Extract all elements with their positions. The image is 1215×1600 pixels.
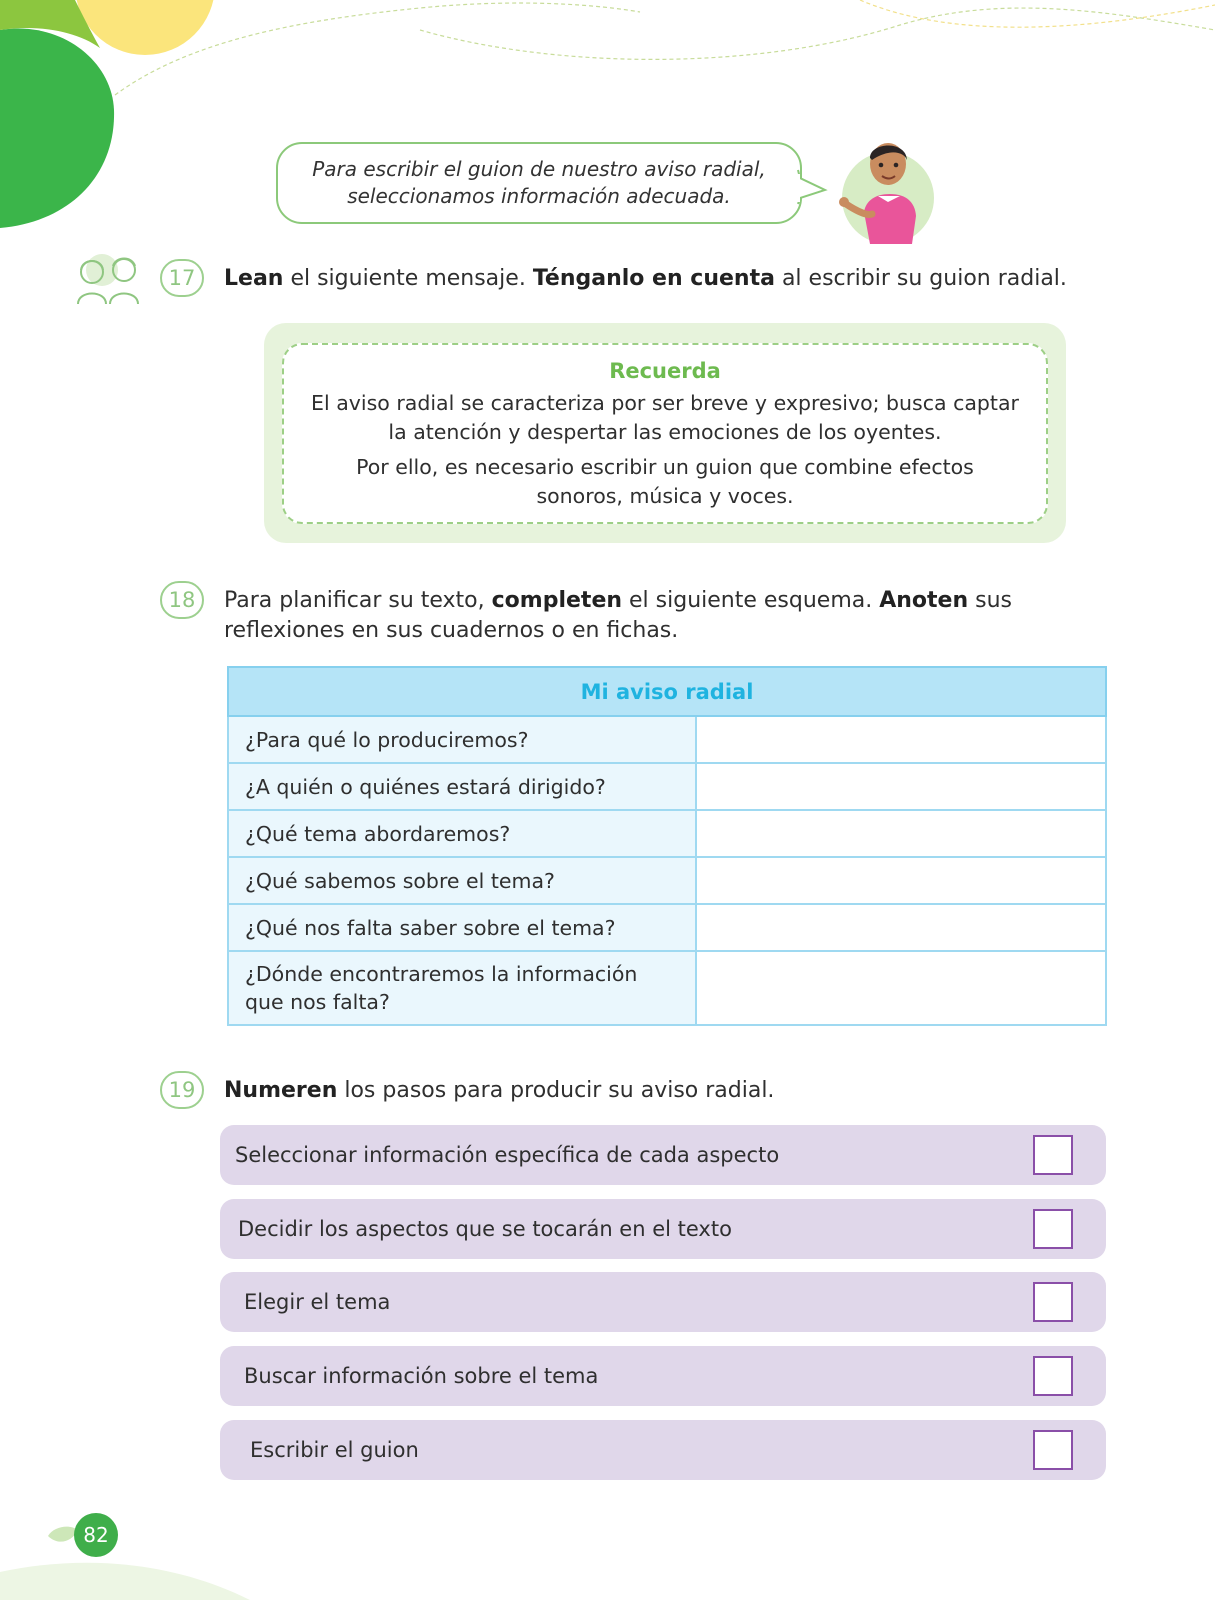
speech-bubble-text: Para escribir el guion de nuestro aviso radial, seleccionamos información adecuada. <box>312 157 766 208</box>
activity-18-instruction <box>224 586 1044 646</box>
activity-number-19: 19 <box>160 1071 204 1109</box>
step-label: Escribir el guion <box>250 1438 419 1462</box>
instruction-bold-text: Ténganlo en cuenta <box>532 266 775 291</box>
table-question-cell: ¿Qué nos falta saber sobre el tema? <box>228 904 696 951</box>
table-row <box>228 857 1106 904</box>
instruction-text: el siguiente esquema. <box>622 588 880 613</box>
table-row <box>228 716 1106 763</box>
activity-number-18: 18 <box>160 581 204 619</box>
table-answer-cell[interactable] <box>696 716 1106 763</box>
recuerda-box <box>282 343 1048 524</box>
instruction-text: sus reflexiones en sus cuadernos o en fichas. <box>224 588 1013 643</box>
yellow-blob <box>75 0 215 55</box>
activity-19-instruction <box>224 1076 1104 1106</box>
instruction-bold-text: Anoten <box>879 588 969 613</box>
step-item <box>220 1272 1106 1332</box>
step-label: Elegir el tema <box>244 1290 391 1314</box>
step-number-box[interactable] <box>1033 1430 1073 1470</box>
instruction-text: el siguiente mensaje. <box>283 266 533 291</box>
table-row <box>228 904 1106 951</box>
mi-aviso-radial-table <box>227 666 1107 1026</box>
table-question-cell: ¿Para qué lo produciremos? <box>228 716 696 763</box>
table-title: Mi aviso radial <box>228 667 1106 716</box>
instruction-bold-text: Numeren <box>224 1078 338 1103</box>
table-answer-cell[interactable] <box>696 857 1106 904</box>
step-number-box[interactable] <box>1033 1135 1073 1175</box>
pair-work-icon <box>74 250 146 306</box>
instruction-bold-text: completen <box>491 588 623 613</box>
table-answer-cell[interactable] <box>696 763 1106 810</box>
step-item <box>220 1199 1106 1259</box>
step-number-box[interactable] <box>1033 1356 1073 1396</box>
step-number-box[interactable] <box>1033 1282 1073 1322</box>
page-number: 82 <box>74 1513 118 1557</box>
step-number-box[interactable] <box>1033 1209 1073 1249</box>
step-label: Decidir los aspectos que se tocarán en el texto <box>238 1217 732 1241</box>
recuerda-paragraph-1: El aviso radial se caracteriza por ser breve y expresivo; busca captar la atención y despertar las emociones de los oyentes. <box>311 391 1019 444</box>
step-label: Seleccionar información específica de cada aspecto <box>235 1143 780 1167</box>
step-label: Buscar información sobre el tema <box>244 1364 599 1388</box>
girl-character-illustration <box>820 132 935 247</box>
table-row <box>228 763 1106 810</box>
speech-bubble <box>276 142 802 224</box>
table-question-cell: ¿Qué sabemos sobre el tema? <box>228 857 696 904</box>
green-blob <box>0 28 114 228</box>
bottom-left-shape <box>0 1563 250 1600</box>
table-question-cell: ¿Qué tema abordaremos? <box>228 810 696 857</box>
table-row <box>228 951 1106 1025</box>
table-question-cell: ¿Dónde encontraremos la información que nos falta? <box>228 951 696 1025</box>
instruction-text: al escribir su guion radial. <box>774 266 1067 291</box>
instruction-text: los pasos para producir su aviso radial. <box>337 1078 775 1103</box>
activity-number-17: 17 <box>160 259 204 297</box>
table-row <box>228 810 1106 857</box>
table-question-cell: ¿A quién o quiénes estará dirigido? <box>228 763 696 810</box>
table-answer-cell[interactable] <box>696 951 1106 1025</box>
activity-17-instruction <box>224 264 1104 294</box>
recuerda-paragraph-2: Por ello, es necesario escribir un guion que combine efectos sonoros, música y voces. <box>356 455 974 508</box>
instruction-bold-text: Lean <box>224 266 284 291</box>
step-item <box>220 1125 1106 1185</box>
table-answer-cell[interactable] <box>696 810 1106 857</box>
dashed-curve-right <box>860 0 1215 27</box>
recuerda-title: Recuerda <box>609 359 721 383</box>
dashed-curve-top <box>420 8 1215 59</box>
table-answer-cell[interactable] <box>696 904 1106 951</box>
step-item <box>220 1420 1106 1480</box>
instruction-text: Para planificar su texto, <box>224 588 492 613</box>
step-item <box>220 1346 1106 1406</box>
